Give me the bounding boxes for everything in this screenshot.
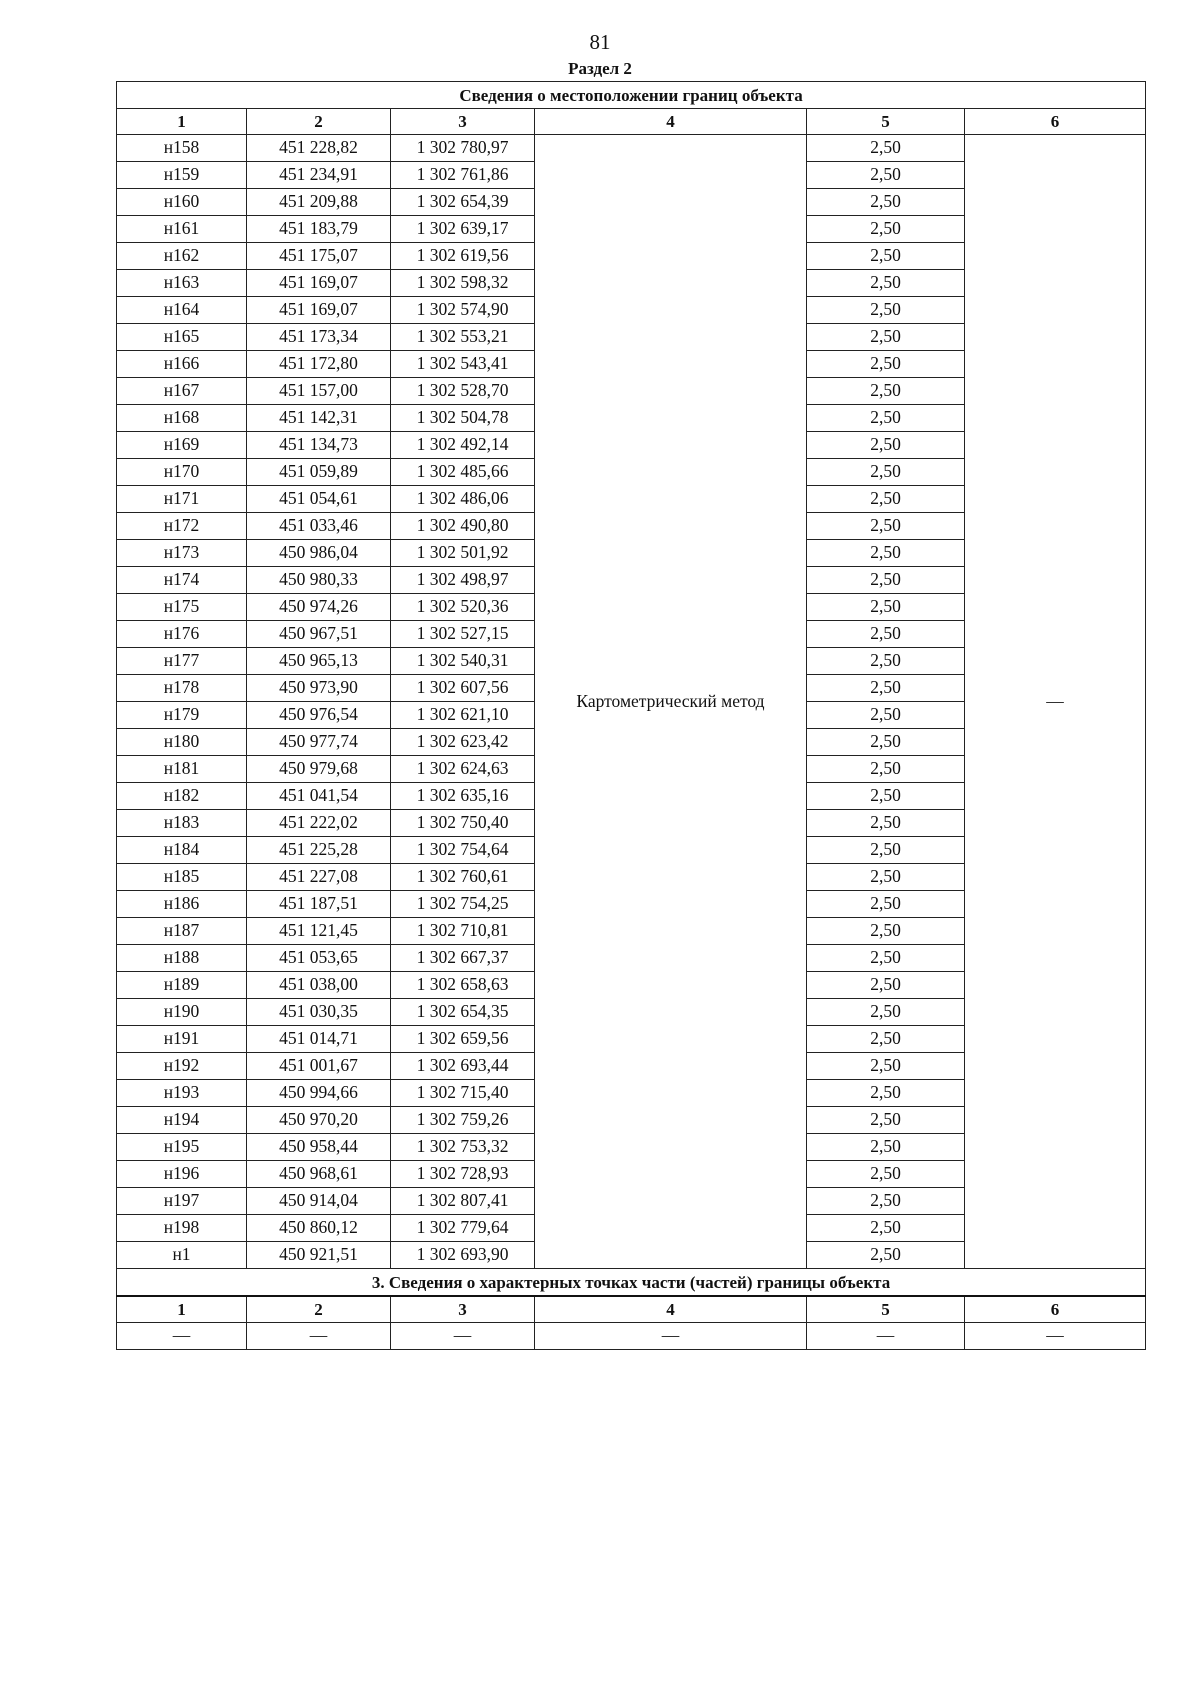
coordinate-x: 451 228,82 [247,135,391,162]
coordinate-x: 451 134,73 [247,432,391,459]
coordinate-x: 451 038,00 [247,972,391,999]
coordinate-y: 1 302 528,70 [391,378,535,405]
accuracy-value: 2,50 [807,891,965,918]
point-name: н184 [117,837,247,864]
section3-dash-cell: — [807,1323,965,1350]
coordinate-x: 451 030,35 [247,999,391,1026]
accuracy-value: 2,50 [807,729,965,756]
coordinate-y: 1 302 490,80 [391,513,535,540]
point-name: н190 [117,999,247,1026]
point-name: н179 [117,702,247,729]
coordinate-y: 1 302 780,97 [391,135,535,162]
table-body [117,82,1146,1350]
point-name: н164 [117,297,247,324]
point-name: н163 [117,270,247,297]
section3-column-header-1: 1 [117,1296,247,1323]
accuracy-value: 2,50 [807,1242,965,1269]
column-header-4: 4 [535,109,807,135]
point-name: н188 [117,945,247,972]
coordinate-x: 451 175,07 [247,243,391,270]
coordinate-y: 1 302 520,36 [391,594,535,621]
coordinate-x: 451 059,89 [247,459,391,486]
coordinate-x: 450 973,90 [247,675,391,702]
section3-title-row [117,1269,1146,1297]
accuracy-value: 2,50 [807,1188,965,1215]
coordinate-y: 1 302 754,25 [391,891,535,918]
accuracy-value: 2,50 [807,1215,965,1242]
section3-column-header-6: 6 [965,1296,1146,1323]
accuracy-value: 2,50 [807,486,965,513]
point-name: н189 [117,972,247,999]
coordinate-x: 450 977,74 [247,729,391,756]
coordinate-x: 451 225,28 [247,837,391,864]
accuracy-value: 2,50 [807,945,965,972]
accuracy-value: 2,50 [807,594,965,621]
coordinate-y: 1 302 667,37 [391,945,535,972]
column-header-6: 6 [965,109,1146,135]
section3-dash-cell: — [965,1323,1146,1350]
coordinate-y: 1 302 598,32 [391,270,535,297]
coordinate-y: 1 302 654,35 [391,999,535,1026]
point-name: н172 [117,513,247,540]
accuracy-value: 2,50 [807,1107,965,1134]
coordinate-y: 1 302 543,41 [391,351,535,378]
point-name: н167 [117,378,247,405]
accuracy-value: 2,50 [807,918,965,945]
coordinate-x: 450 860,12 [247,1215,391,1242]
coordinate-x: 451 014,71 [247,1026,391,1053]
coordinate-y: 1 302 624,63 [391,756,535,783]
coordinate-x: 451 209,88 [247,189,391,216]
point-name: н166 [117,351,247,378]
point-name: н180 [117,729,247,756]
point-name: н158 [117,135,247,162]
coordinate-x: 451 169,07 [247,297,391,324]
point-name: н1 [117,1242,247,1269]
point-name: н182 [117,783,247,810]
accuracy-value: 2,50 [807,810,965,837]
coordinate-y: 1 302 501,92 [391,540,535,567]
column-header-5: 5 [807,109,965,135]
coordinate-x: 451 187,51 [247,891,391,918]
point-name: н196 [117,1161,247,1188]
coordinate-y: 1 302 658,63 [391,972,535,999]
point-name: н192 [117,1053,247,1080]
coordinate-y: 1 302 659,56 [391,1026,535,1053]
coordinate-y: 1 302 728,93 [391,1161,535,1188]
accuracy-value: 2,50 [807,378,965,405]
coordinate-x: 451 157,00 [247,378,391,405]
accuracy-value: 2,50 [807,999,965,1026]
accuracy-value: 2,50 [807,1161,965,1188]
coordinate-y: 1 302 760,61 [391,864,535,891]
coordinate-x: 450 970,20 [247,1107,391,1134]
point-name: н185 [117,864,247,891]
coordinate-y: 1 302 754,64 [391,837,535,864]
coordinate-x: 451 142,31 [247,405,391,432]
coordinate-x: 451 169,07 [247,270,391,297]
accuracy-value: 2,50 [807,351,965,378]
point-name: н173 [117,540,247,567]
coordinate-x: 451 173,34 [247,324,391,351]
coordinate-y: 1 302 753,32 [391,1134,535,1161]
accuracy-value: 2,50 [807,756,965,783]
coordinate-y: 1 302 807,41 [391,1188,535,1215]
point-name: н174 [117,567,247,594]
coordinate-y: 1 302 761,86 [391,162,535,189]
column6-cell: — [965,135,1146,1269]
coordinate-x: 450 974,26 [247,594,391,621]
coordinate-x: 450 980,33 [247,567,391,594]
accuracy-value: 2,50 [807,135,965,162]
coordinate-x: 450 921,51 [247,1242,391,1269]
accuracy-value: 2,50 [807,189,965,216]
accuracy-value: 2,50 [807,513,965,540]
point-name: н197 [117,1188,247,1215]
coordinate-y: 1 302 693,44 [391,1053,535,1080]
accuracy-value: 2,50 [807,432,965,459]
accuracy-value: 2,50 [807,567,965,594]
coordinate-y: 1 302 619,56 [391,243,535,270]
section3-data-row [117,1323,1146,1350]
accuracy-value: 2,50 [807,405,965,432]
accuracy-value: 2,50 [807,675,965,702]
accuracy-value: 2,50 [807,972,965,999]
table-title: Сведения о местоположении границ объекта [117,82,1146,109]
coordinate-y: 1 302 635,16 [391,783,535,810]
method-cell: Картометрический метод [535,135,807,1269]
point-name: н161 [117,216,247,243]
coordinate-y: 1 302 485,66 [391,459,535,486]
accuracy-value: 2,50 [807,621,965,648]
point-name: н177 [117,648,247,675]
point-name: н178 [117,675,247,702]
section3-dash-cell: — [391,1323,535,1350]
coordinate-x: 451 041,54 [247,783,391,810]
point-name: н195 [117,1134,247,1161]
coordinate-y: 1 302 504,78 [391,405,535,432]
coordinate-x: 451 222,02 [247,810,391,837]
coordinate-x: 451 033,46 [247,513,391,540]
section3-column-header-3: 3 [391,1296,535,1323]
coordinate-x: 450 914,04 [247,1188,391,1215]
section3-dash-cell: — [247,1323,391,1350]
point-name: н176 [117,621,247,648]
table-title-row [117,82,1146,109]
point-name: н162 [117,243,247,270]
accuracy-value: 2,50 [807,648,965,675]
coordinate-x: 451 172,80 [247,351,391,378]
point-name: н160 [117,189,247,216]
coordinate-x: 451 053,65 [247,945,391,972]
point-name: н183 [117,810,247,837]
column-header-1: 1 [117,109,247,135]
coordinate-y: 1 302 639,17 [391,216,535,243]
accuracy-value: 2,50 [807,1080,965,1107]
accuracy-value: 2,50 [807,837,965,864]
coordinate-y: 1 302 621,10 [391,702,535,729]
section3-dash-cell: — [535,1323,807,1350]
coordinate-x: 450 967,51 [247,621,391,648]
coordinate-y: 1 302 623,42 [391,729,535,756]
accuracy-value: 2,50 [807,243,965,270]
point-name: н191 [117,1026,247,1053]
coordinate-y: 1 302 553,21 [391,324,535,351]
section3-column-header-5: 5 [807,1296,965,1323]
section3-dash-cell: — [117,1323,247,1350]
accuracy-value: 2,50 [807,162,965,189]
page-number: 81 [589,30,611,54]
coordinate-y: 1 302 486,06 [391,486,535,513]
point-name: н198 [117,1215,247,1242]
section3-column-header-4: 4 [535,1296,807,1323]
coordinate-x: 450 965,13 [247,648,391,675]
point-name: н194 [117,1107,247,1134]
section3-header-row [117,1296,1146,1323]
coordinate-x: 450 979,68 [247,756,391,783]
point-name: н159 [117,162,247,189]
column-header-2: 2 [247,109,391,135]
coordinate-x: 450 994,66 [247,1080,391,1107]
accuracy-value: 2,50 [807,1134,965,1161]
section3-column-header-2: 2 [247,1296,391,1323]
point-name: н181 [117,756,247,783]
point-name: н193 [117,1080,247,1107]
coordinate-x: 451 001,67 [247,1053,391,1080]
coordinate-y: 1 302 527,15 [391,621,535,648]
accuracy-value: 2,50 [807,702,965,729]
coordinate-x: 451 054,61 [247,486,391,513]
section3-title: 3. Сведения о характерных точках части (частей) границы объекта [117,1269,1146,1297]
accuracy-value: 2,50 [807,324,965,351]
accuracy-value: 2,50 [807,216,965,243]
point-name: н187 [117,918,247,945]
coordinate-y: 1 302 654,39 [391,189,535,216]
coordinate-x: 450 986,04 [247,540,391,567]
coordinate-y: 1 302 779,64 [391,1215,535,1242]
coordinate-y: 1 302 759,26 [391,1107,535,1134]
coordinate-x: 451 183,79 [247,216,391,243]
coordinate-y: 1 302 715,40 [391,1080,535,1107]
coordinate-y: 1 302 498,97 [391,567,535,594]
coordinate-y: 1 302 693,90 [391,1242,535,1269]
point-name: н171 [117,486,247,513]
coordinate-x: 450 976,54 [247,702,391,729]
point-name: н170 [117,459,247,486]
coordinate-x: 451 234,91 [247,162,391,189]
accuracy-value: 2,50 [807,297,965,324]
coordinate-y: 1 302 492,14 [391,432,535,459]
column-header-3: 3 [391,109,535,135]
boundary-coordinates-table [116,81,1146,1350]
table-row [117,135,1146,162]
section-title: Раздел 2 [568,59,632,78]
accuracy-value: 2,50 [807,864,965,891]
accuracy-value: 2,50 [807,1053,965,1080]
accuracy-value: 2,50 [807,783,965,810]
accuracy-value: 2,50 [807,1026,965,1053]
accuracy-value: 2,50 [807,270,965,297]
coordinate-y: 1 302 710,81 [391,918,535,945]
coordinate-x: 450 968,61 [247,1161,391,1188]
point-name: н169 [117,432,247,459]
coordinate-x: 450 958,44 [247,1134,391,1161]
point-name: н168 [117,405,247,432]
accuracy-value: 2,50 [807,540,965,567]
point-name: н165 [117,324,247,351]
coordinate-y: 1 302 750,40 [391,810,535,837]
accuracy-value: 2,50 [807,459,965,486]
column-header-row [117,109,1146,135]
point-name: н175 [117,594,247,621]
coordinate-y: 1 302 607,56 [391,675,535,702]
point-name: н186 [117,891,247,918]
coordinate-y: 1 302 574,90 [391,297,535,324]
coordinate-y: 1 302 540,31 [391,648,535,675]
coordinate-x: 451 227,08 [247,864,391,891]
coordinate-x: 451 121,45 [247,918,391,945]
